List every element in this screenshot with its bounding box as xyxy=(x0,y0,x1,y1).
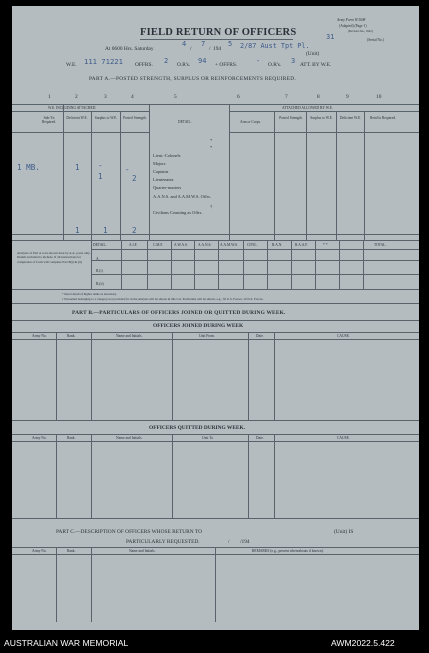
at-label: At 0600 Hrs. Saturday xyxy=(105,46,154,52)
we-label: W.E. xyxy=(66,62,77,68)
analysis-row-bi: B.(i) xyxy=(96,269,103,273)
quitted-head-cause: CAUSE. xyxy=(337,436,350,440)
col-head-surplus: Surplus to W.E. xyxy=(94,116,118,120)
year-suffix: 194 xyxy=(213,46,222,52)
partc-head-name: Name and Initials. xyxy=(129,549,156,553)
analysis-head-awas: A.W.A.S. xyxy=(174,243,188,247)
col-num-6: 6 xyxy=(237,94,240,100)
part-c-unit-is: (Unit) IS xyxy=(334,529,354,535)
ink-surplus: 1 xyxy=(98,172,103,181)
group-right-heading: ATTACHED ALLOWED BY W.E. xyxy=(282,106,333,110)
unit-value: 2/87 Aust Tpt Pl. xyxy=(240,42,310,50)
att-label: ATT. BY W.E. xyxy=(300,62,332,68)
col-num-1: 1 xyxy=(48,94,51,100)
col-num-9: 9 xyxy=(346,94,349,100)
col-num-4: 4 xyxy=(131,94,134,100)
joined-head-rank: Rank. xyxy=(67,334,76,338)
partc-head-army-no: Army No. xyxy=(32,549,47,553)
offrs-label: OFFRS. xyxy=(135,62,153,68)
offrs-value: 2 xyxy=(164,57,169,65)
ranks-list xyxy=(153,152,181,192)
col-head-subtn: Sub-Tn Required. xyxy=(41,116,57,124)
form-title: FIELD RETURN OF OFFICERS xyxy=(140,27,297,38)
analysis-row-bii: B.(ii) xyxy=(96,282,104,286)
col-head-posted: Posted Strength. xyxy=(123,116,147,120)
form-revised: (Revised Jan., 1942) xyxy=(348,29,373,33)
col-head-r-reinfts: Rein'fts Required. xyxy=(370,116,396,120)
total-surplus: 1 xyxy=(103,226,108,235)
total-deficient: 1 xyxy=(75,226,80,235)
col-num-2: 2 xyxy=(75,94,78,100)
footnote-2: † Personnel belonging to a category not provided for in the analysis will be shown in this Col. Particulars will be shown, e.g., 30 U.S. Forces; 10 N.Z. Forces. xyxy=(62,297,264,301)
detail-heading: DETAIL. xyxy=(178,120,192,124)
col-head-r-surplus: Surplus to W.E. xyxy=(310,116,333,120)
rank-qm: Quarter-masters xyxy=(153,185,182,190)
joined-head-name: Name and Initials. xyxy=(116,334,143,338)
archive-id: AWM2022.5.422 xyxy=(331,638,395,648)
col-head-arm: Arm or Corps. xyxy=(240,120,261,124)
form-number: Army Form W.3008 xyxy=(337,18,366,22)
joined-title: OFFICERS JOINED DURING WEEK xyxy=(153,323,244,329)
ors2-value: 3 xyxy=(291,57,296,65)
total-posted: 2 xyxy=(132,226,137,235)
quitted-title: OFFICERS QUITTED DURING WEEK. xyxy=(149,425,246,431)
offrs2-label: + OFFRS. xyxy=(215,62,238,68)
part-a-title: PART A.—POSTED STRENGTH, SURPLUS OR REINFORCEMENTS REQUIRED. xyxy=(89,76,297,82)
analysis-row-a: A. xyxy=(96,257,100,261)
quitted-head-date: Date. xyxy=(256,436,264,440)
ors-value: 94 xyxy=(198,57,207,65)
col-head-deficient: Deficient W.E. xyxy=(66,116,88,120)
col-head-r-deficient: Deficient W.E. xyxy=(339,116,362,120)
ink-surplus-dash: - xyxy=(98,161,103,170)
offrs2-value: - xyxy=(256,57,261,65)
analysis-head-aif: A.I.F. xyxy=(129,243,138,247)
ink-posted: 2 xyxy=(132,174,137,183)
footnote-1: * Insert detail of higher ranks as necessary. xyxy=(62,292,117,296)
quitted-head-army-no: Army No. xyxy=(32,436,47,440)
ink-deficient: 1 xyxy=(75,163,80,172)
analysis-head-aamws: A.A.M.W.S. xyxy=(220,243,238,247)
analysis-head-aans: A.A.N.S. xyxy=(198,243,212,247)
ink-subtn: 1 MB. xyxy=(17,163,40,172)
analysis-head-cmf: C.M.F. xyxy=(153,243,163,247)
analysis-head-raaf: R.A.A.F. xyxy=(295,243,308,247)
analysis-head-ran: R.A.N. xyxy=(272,243,283,247)
unit-label: (Unit) xyxy=(306,51,320,57)
ors2-label: O.R's. xyxy=(268,62,282,68)
col-num-10: 10 xyxy=(376,94,382,100)
form-sheet: Army Form W.3008 (Adapted) (Page 1) (Revised Jan., 1942) 31 (Serial No.) FIELD RETURN OF OFFICERS At 0600 Hrs. Saturday 4 / 7 / 194 5 2/87 Aust Tpt Pl. (Unit) W.E. 111 71221 OFFRS. 2 O.R's. 94 + OFFRS. - O.R's. 3 ATT. BY W.E. PART A.—POSTED STRENGTH, SURPLUS OR REINFORCEMENTS REQUIRED. 1 2 3 4 5 6 7 8 9 10 W.E. INCLUDING ATTACHED. ATTACHED ALLOWED BY W.E. Sub-Tn Required. Deficient W.E. Surplus to W.E. Posted Strength. DETAIL. Arm or Corps. Posted Strength. Surplus to W.E. Deficient W.E. Rein'fts Required. Lieut.-Colonels Majors Captains Lieutenants Quarter-masters A.A.N.S. and A.A.M.W.S. Offrs. Civilians Counting as Offrs. * * † 1 MB. 1 - 1 - 2 1 1 2 Analysis of Part A to be shown here by A.A. posts only. Details included to include. If all instructions for completion of form will complete Part B(i) & (ii) DETAIL. A. B.(i) B.(ii) A.I.F. C.M.F. A.W.A.S. A.A.N.S. A.A.M.W.S. CIVIL. R.A.N. R.A.A.F. * * TOTAL. * Insert detail of higher ranks as necessary. † Personnel belonging to a category not provided for in the analysis will be shown in this Col. Particulars will be shown, e.g., 30 U.S. Forces; 10 N.Z. Forces. PART B.—PARTICULARS OF OFFICERS JOINED OR QUITTED DURING WEEK. OFFICERS JOINED DURING WEEK Army No. Rank. Name and Initials. Unit From. Date. CAUSE. OFFICERS QUITTED DURING WEEK. Army No. Rank. Name and Initials. Unit To. Date. CAUSE. PART C.—DESCRIPTION OF OFFICERS WHOSE RETURN TO (Unit) IS PARTICULARLY REQUESTED. / /194 Army No. Rank. Name and Initials. REMARKS (e.g., present whereabouts if known). xyxy=(12,6,419,630)
rank-lt-col: Lieut.-Colonels xyxy=(153,153,181,158)
col-head-r-posted: Posted Strength. xyxy=(279,116,303,120)
rank-civilians: Civilians Counting as Offrs. xyxy=(153,210,203,215)
quitted-head-unit: Unit To. xyxy=(202,436,214,440)
year-value: 5 xyxy=(228,40,233,48)
rank-nurses: A.A.N.S. and A.A.M.W.S. Offrs. xyxy=(153,194,211,199)
part-b-title: PART B.—PARTICULARS OF OFFICERS JOINED OR QUITTED DURING WEEK. xyxy=(72,310,286,316)
part-c-date-suffix: /194 xyxy=(240,539,250,545)
serial-value: 31 xyxy=(326,33,335,41)
analysis-head-other: * * xyxy=(323,243,328,247)
analysis-detail-label: DETAIL. xyxy=(93,243,107,247)
group-left-heading: W.E. INCLUDING ATTACHED. xyxy=(48,106,97,110)
joined-head-cause: CAUSE. xyxy=(337,334,350,338)
part-c-title-line2: PARTICULARLY REQUESTED. xyxy=(126,539,200,545)
serial-label: (Serial No.) xyxy=(367,38,384,42)
rank-captain: Captains xyxy=(153,169,169,174)
we-value: 111 71221 xyxy=(84,57,123,66)
archive-credit: AUSTRALIAN WAR MEMORIAL xyxy=(4,638,129,648)
ors-label: O.R's. xyxy=(177,62,191,68)
rank-major: Majors xyxy=(153,161,166,166)
form-adapted: (Adapted) (Page 1) xyxy=(339,24,367,28)
col-num-8: 8 xyxy=(317,94,320,100)
ink-posted-dash: - xyxy=(125,165,130,174)
day-value: 4 xyxy=(182,40,187,48)
joined-head-army-no: Army No. xyxy=(32,334,47,338)
col-num-7: 7 xyxy=(285,94,288,100)
analysis-note: Analysis of Part A to be shown here by A.A. posts only. Details included to include. If all instructions for completion of form will complete Part B(i) & (ii) xyxy=(17,251,91,264)
col-num-3: 3 xyxy=(104,94,107,100)
partc-head-rank: Rank. xyxy=(67,549,76,553)
quitted-head-rank: Rank. xyxy=(67,436,76,440)
joined-head-unit: Unit From. xyxy=(199,334,215,338)
joined-head-date: Date. xyxy=(256,334,264,338)
part-c-title-line1: PART C.—DESCRIPTION OF OFFICERS WHOSE RETURN TO xyxy=(56,529,203,535)
partc-head-remarks: REMARKS (e.g., present whereabouts if known). xyxy=(252,549,324,553)
col-num-5: 5 xyxy=(174,94,177,100)
title-underline xyxy=(140,39,293,40)
rank-lieut: Lieutenants xyxy=(153,177,174,182)
analysis-head-civil: CIVIL. xyxy=(247,243,258,247)
month-value: 7 xyxy=(201,40,206,48)
quitted-head-name: Name and Initials. xyxy=(116,436,143,440)
analysis-head-total: TOTAL. xyxy=(374,243,387,247)
